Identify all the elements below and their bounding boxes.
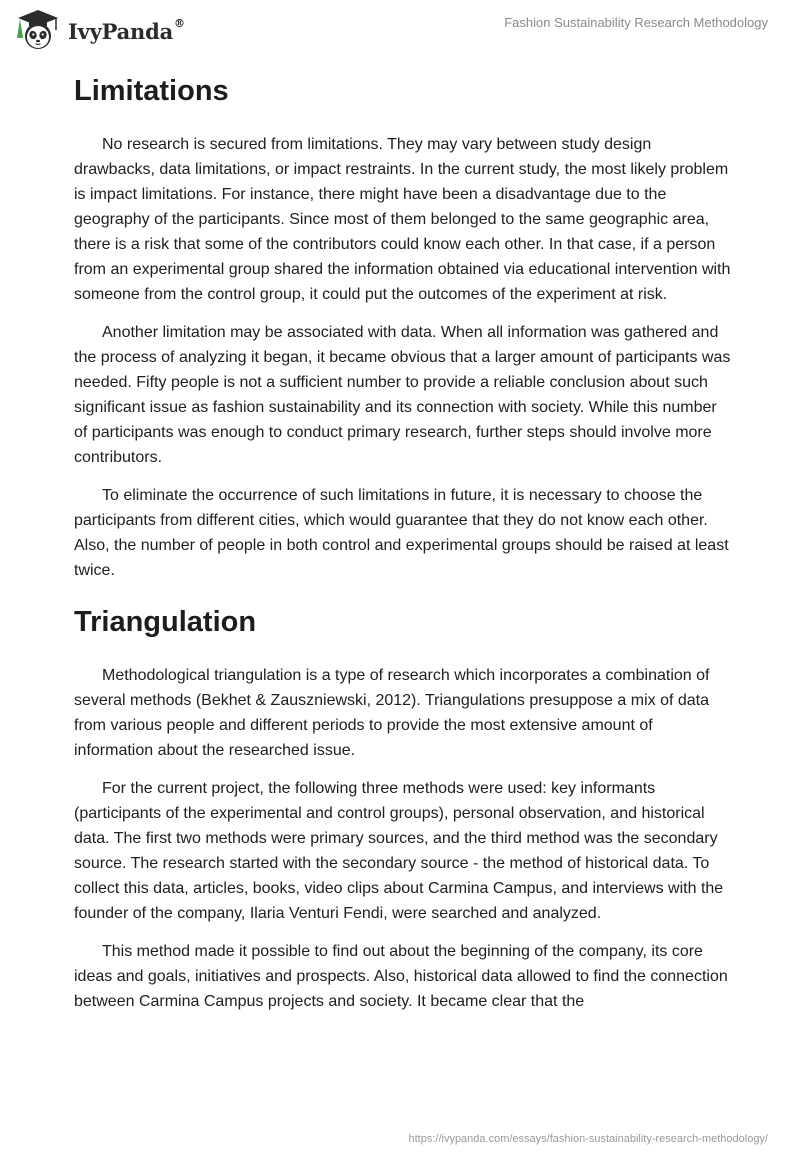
page-header: [0, 0, 800, 60]
section-heading: Limitations: [74, 75, 229, 107]
registered-mark: ®: [174, 16, 185, 30]
ivypanda-logo[interactable]: [14, 8, 185, 52]
paragraph: Methodological triangulation is a type of research which incorporates a combination of several methods (Bekhet & Zauszniewski, 2012). Triangulations presuppose a mix of data from various people and different periods to provide the most extensive amount of information about the researched issue.: [74, 667, 710, 759]
section-triangulation: [74, 601, 734, 1014]
panda-graduation-cap-icon: [14, 8, 62, 52]
document-title: Fashion Sustainability Research Methodology: [504, 15, 768, 30]
essay-body: [74, 70, 734, 1027]
paragraph: Another limitation may be associated with data. When all information was gathered and the process of analyzing it began, it became obvious that a larger amount of participants was needed. Fifty people is not a sufficient number to provide a reliable conclusion about such significant issue as fashion sustainability and its connection with society. While this number of participants was enough to conduct primary research, further steps should involve more contributors.: [74, 324, 731, 466]
paragraph: This method made it possible to find out about the beginning of the company, its core ideas and goals, initiatives and prospects. Also, historical data allowed to find the connection between Carmina Campus projects and society. It became clear that the: [74, 943, 728, 1010]
paragraph: To eliminate the occurrence of such limitations in future, it is necessary to choose the participants from different cities, which would guarantee that they do not know each other. Also, the number of people in both control and experimental groups should be raised at least twice.: [74, 487, 729, 579]
logo-wordmark: IvyPanda®: [68, 16, 185, 44]
source-url[interactable]: https://ivypanda.com/essays/fashion-sustainability-research-methodology/: [408, 1133, 768, 1145]
paragraph: For the current project, the following three methods were used: key informants (participants of the experimental and control groups), personal observation, and historical data. The first two methods were primary sources, and the third method was the secondary source. The research started with the secondary source - the method of historical data. To collect this data, articles, books, video clips about Carmina Campus, and interviews with the founder of the company, Ilaria Venturi Fendi, were searched and analyzed.: [74, 780, 724, 922]
paragraph: No research is secured from limitations. They may vary between study design drawbacks, data limitations, or impact restraints. In the current study, the most likely problem is impact limitations. For instance, there might have been a disadvantage due to the geography of the participants. Since most of them belonged to the same geographic area, there is a risk that some of the contributors could know each other. In that case, if a person from an experimental group shared the information obtained via educational intervention with someone from the control group, it could put the outcomes of the experiment at risk.: [74, 136, 731, 303]
section-limitations: [74, 70, 734, 583]
section-heading: Triangulation: [74, 606, 257, 638]
